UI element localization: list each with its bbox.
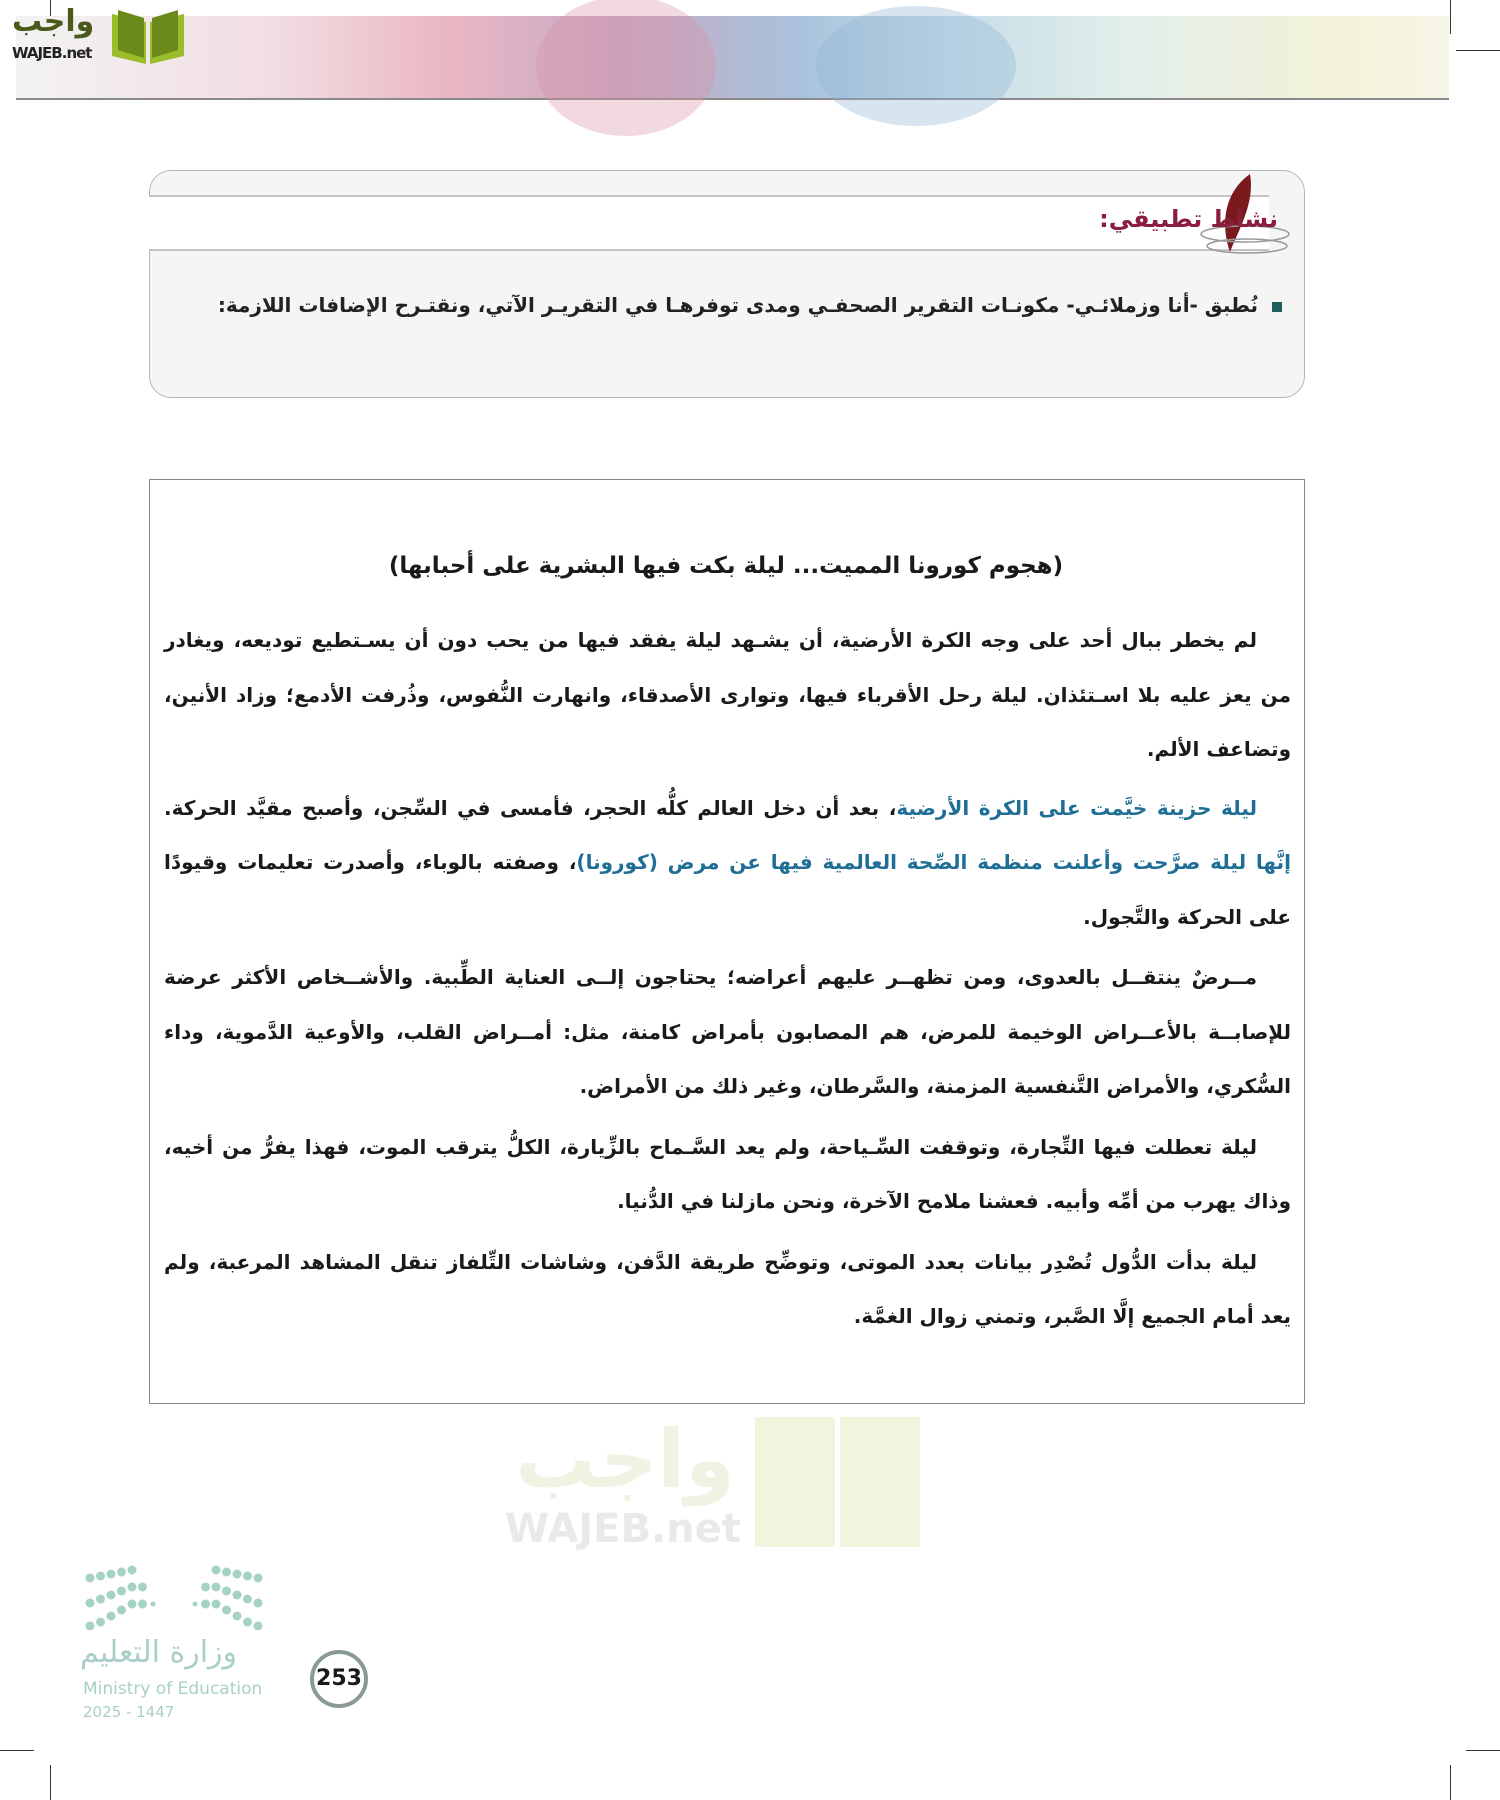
logo-dot bbox=[107, 1570, 116, 1579]
logo-dot bbox=[138, 1600, 147, 1609]
logo-dot bbox=[107, 1591, 116, 1600]
crop-mark bbox=[50, 1765, 51, 1800]
article-line bbox=[164, 788, 1291, 828]
line-text: على الحركة والتَّجول. bbox=[1083, 905, 1291, 929]
article-line bbox=[164, 1127, 1291, 1167]
logo-dot bbox=[233, 1591, 242, 1600]
watermark-ar: واجب bbox=[515, 1413, 735, 1506]
logo-dot bbox=[233, 1612, 242, 1621]
line-text: للإصابــة بالأعــراض الوخيمة للمرض، هم المصابون بأمراض كامنة، مثل: أمــراض القلب، والأوعية الدَّموية، وداء bbox=[164, 1020, 1291, 1044]
logo-dot bbox=[86, 1599, 95, 1608]
logo-dot bbox=[222, 1568, 231, 1577]
logo-dot bbox=[117, 1568, 126, 1577]
crop-mark bbox=[1456, 50, 1500, 51]
logo-dot bbox=[151, 1602, 156, 1607]
logo-dot bbox=[254, 1599, 263, 1608]
logo-dot bbox=[222, 1587, 231, 1596]
crop-mark bbox=[1450, 0, 1451, 34]
logo-dot bbox=[117, 1606, 126, 1615]
bullet-icon bbox=[1272, 302, 1282, 312]
logo-dot bbox=[243, 1572, 252, 1581]
logo-dot bbox=[212, 1583, 221, 1592]
logo-text-ar: واجب bbox=[12, 4, 95, 39]
logo-dot bbox=[128, 1566, 137, 1575]
header-banner bbox=[16, 16, 1449, 100]
logo-dot bbox=[128, 1583, 137, 1592]
article-line bbox=[164, 620, 1291, 660]
line-text: من يعز عليه بلا اسـتئذان. ليلة رحل الأقرباء فيها، وتوارى الأصدقاء، وانهارت النُّفوس، وذُرفت الأدمع؛ وزاد الأنين، bbox=[164, 683, 1291, 707]
article-title: (هجوم كورونا المميت... ليلة بكت فيها البشرية على أحبابها) bbox=[388, 553, 1064, 579]
wajeb-logo[interactable] bbox=[8, 4, 188, 66]
logo-dot bbox=[96, 1595, 105, 1604]
logo-dot bbox=[86, 1574, 95, 1583]
article-line bbox=[164, 675, 1291, 715]
line-text: مــرضٌ ينتقــل بالعدوى، ومن تظهــر عليهم أعراضه؛ يحتاجون إلــى العناية الطِّبية. والأشــخاص الأكثر عرضة bbox=[164, 965, 1257, 989]
ministry-logo-dots bbox=[80, 1560, 270, 1630]
ministry-name-en: Ministry of Education bbox=[83, 1679, 263, 1699]
line-text: لم يخطر ببال أحد على وجه الكرة الأرضية، أن يشـهد ليلة يفقد فيها من يحب دون أن يسـتطيع توديعه، ويغادر bbox=[164, 628, 1257, 652]
article-line bbox=[164, 1296, 1291, 1336]
wajeb-watermark bbox=[505, 1412, 945, 1552]
logo-dot bbox=[96, 1618, 105, 1627]
line-text: وذاك يهرب من أمِّه وأبيه. فعشنا ملامح الآخرة، ونحن مازلنا في الدُّنيا. bbox=[617, 1189, 1291, 1213]
article-line bbox=[164, 1066, 1291, 1106]
article-line bbox=[164, 957, 1291, 997]
logo-dot bbox=[254, 1574, 263, 1583]
crop-mark bbox=[1450, 1765, 1451, 1800]
ministry-name-ar: وزارة التعليم bbox=[80, 1635, 238, 1670]
article-line bbox=[164, 1012, 1291, 1052]
line-text: السُّكري، والأمراض التَّنفسية المزمنة، والسَّرطان، وغير ذلك من الأمراض. bbox=[579, 1074, 1291, 1098]
logo-dot bbox=[201, 1583, 210, 1592]
line-text: ، وصفته بالوباء، وأصدرت تعليمات وقيودًا bbox=[164, 850, 577, 874]
crop-mark bbox=[0, 1750, 34, 1751]
article-line bbox=[164, 1181, 1291, 1221]
logo-dot bbox=[243, 1595, 252, 1604]
article-line bbox=[164, 1242, 1291, 1282]
logo-text-en: WAJEB.net bbox=[12, 44, 92, 62]
logo-dot bbox=[222, 1606, 231, 1615]
line-text: ليلة بدأت الدُّول تُصْدِر بيانات بعدد الموتى، وتوضِّح طريقة الدَّفن، وشاشات التِّلفاز تنقل المشاهد المرعبة، ولم bbox=[164, 1250, 1257, 1274]
logo-dot bbox=[117, 1587, 126, 1596]
line-text: ، بعد أن دخل العالم كلُّه الحجر، فأمسى في السِّجن، وأصبح مقيَّد الحركة. bbox=[164, 796, 897, 820]
logo-dot bbox=[243, 1618, 252, 1627]
logo-dot bbox=[212, 1566, 221, 1575]
activity-title: نشاط تطبيقي: bbox=[1099, 205, 1278, 233]
activity-instruction bbox=[200, 280, 1282, 330]
crop-mark bbox=[1466, 1750, 1500, 1751]
logo-dot bbox=[254, 1622, 263, 1631]
highlighted-text: إنَّها ليلة صرَّحت وأعلنت منظمة الصِّحة العالمية فيها عن مرض (كورونا) bbox=[576, 850, 1291, 874]
activity-instruction-text: نُطبق -أنا وزملائـي- مكونـات التقرير الصحفـي ومدى توفرهـا في التقريـر الآتي، ونقتـرح الإضافات اللازمة: bbox=[217, 293, 1258, 317]
logo-dot bbox=[212, 1600, 221, 1609]
logo-dot bbox=[107, 1612, 116, 1621]
highlighted-text: ليلة حزينة خيَّمت على الكرة الأرضية bbox=[896, 796, 1257, 820]
line-text: يعد أمام الجميع إلَّا الصَّبر، وتمني زوال الغمَّة. bbox=[853, 1304, 1291, 1328]
logo-dot bbox=[138, 1583, 147, 1592]
logo-dot bbox=[201, 1600, 210, 1609]
article-line bbox=[164, 897, 1291, 937]
line-text: ليلة تعطلت فيها التِّجارة، وتوقفت السِّـياحة، ولم يعد السَّـماح بالزِّيارة، الكلُّ يترقب الموت، فهذا يفرُّ من أخيه، bbox=[164, 1135, 1257, 1159]
logo-dot bbox=[193, 1602, 198, 1607]
edition-year: 2025 - 1447 bbox=[83, 1703, 175, 1721]
logo-dot bbox=[233, 1570, 242, 1579]
article-line bbox=[164, 842, 1291, 882]
logo-dot bbox=[86, 1622, 95, 1631]
page-number: 253 bbox=[310, 1650, 368, 1708]
book-icon bbox=[108, 6, 188, 66]
article-line bbox=[164, 729, 1291, 769]
logo-dot bbox=[128, 1600, 137, 1609]
line-text: وتضاعف الألم. bbox=[1146, 737, 1291, 761]
logo-dot bbox=[96, 1572, 105, 1581]
watermark-en: WAJEB.net bbox=[505, 1506, 741, 1552]
